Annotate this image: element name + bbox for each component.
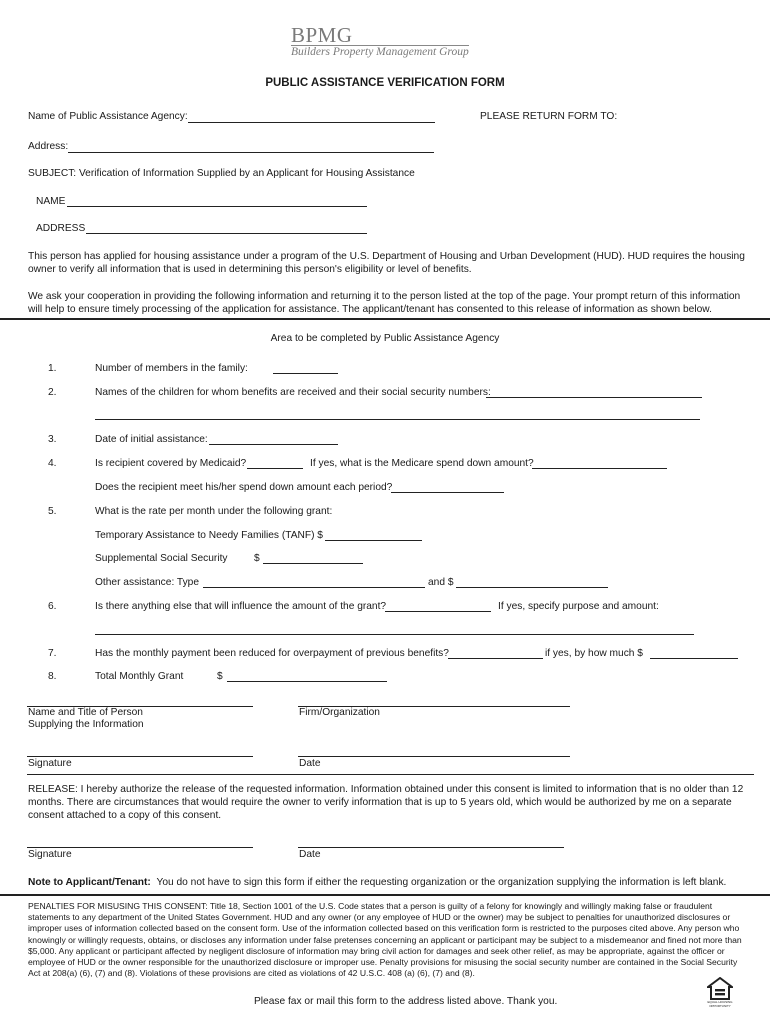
logo-name: Builders Property Management Group <box>291 46 469 58</box>
other-assistance-type-field[interactable] <box>203 587 425 588</box>
item-number: 2. <box>48 387 57 398</box>
return-label: PLEASE RETURN FORM TO: <box>480 111 618 122</box>
spenddown-amount-field[interactable] <box>532 468 667 469</box>
item-number: 6. <box>48 601 57 612</box>
q4-medicaid-label: Is recipient covered by Medicaid? <box>95 458 247 469</box>
eho-label: EQUAL HOUSING OPPORTUNITY <box>707 1000 733 1008</box>
note-label: Note to Applicant/Tenant: <box>28 877 151 888</box>
item-number: 1. <box>48 363 57 374</box>
address2-label: ADDRESS <box>36 223 86 234</box>
total-dollar: $ <box>217 671 223 682</box>
q1-label: Number of members in the family: <box>95 363 248 374</box>
applicant-signature-label: Signature <box>28 849 72 860</box>
q8-label: Total Monthly Grant <box>95 671 184 682</box>
ssi-label: Supplemental Social Security <box>95 553 228 564</box>
other-assistance-label: Other assistance: Type <box>95 577 200 588</box>
name-title-label-2: Supplying the Information <box>28 719 144 730</box>
q4-meet-label: Does the recipient meet his/her spend down amount each period? <box>95 482 393 493</box>
q6-purpose-label: If yes, specify purpose and amount: <box>498 601 659 612</box>
firm-label: Firm/Organization <box>299 707 380 718</box>
children-names-field-1[interactable] <box>486 397 702 398</box>
q4-spenddown-label: If yes, what is the Medicare spend down amount? <box>310 458 534 469</box>
date-label: Date <box>299 758 321 769</box>
ssi-amount-field[interactable] <box>263 563 363 564</box>
item-number: 8. <box>48 671 57 682</box>
penalties-divider <box>0 894 770 896</box>
children-names-field-2[interactable] <box>95 419 700 420</box>
date-field[interactable] <box>298 756 570 757</box>
q6-label: Is there anything else that will influence the amount of the grant? <box>95 601 387 612</box>
meet-spenddown-field[interactable] <box>391 492 504 493</box>
agency-address-field[interactable] <box>68 152 434 153</box>
signature-field[interactable] <box>27 756 253 757</box>
tanf-label: Temporary Assistance to Needy Families (TANF) $ <box>95 530 323 541</box>
logo-abbr: BPMG <box>291 23 353 47</box>
item-number: 3. <box>48 434 57 445</box>
note-text: You do not have to sign this form if either the requesting organization or the organization supplying the information is left blank. <box>156 877 727 888</box>
applicant-date-label: Date <box>299 849 321 860</box>
signature-label: Signature <box>28 758 72 769</box>
grant-purpose-field[interactable] <box>95 634 694 635</box>
release-paragraph: RELEASE: I hereby authorize the release of the requested information. Information obtained under this consent is limited to information that is no older than 12 months. There are circumstances that would require the owner to verify information that is up to 5 years old, which would be authorized by me on a separate consent attached to a copy of this consent. <box>28 784 744 821</box>
agency-field[interactable] <box>188 122 435 123</box>
total-grant-field[interactable] <box>227 681 387 682</box>
applicant-signature-field[interactable] <box>27 847 253 848</box>
other-assistance-amount-field[interactable] <box>456 587 608 588</box>
ssi-dollar: $ <box>254 553 260 564</box>
applicant-address-field[interactable] <box>86 233 367 234</box>
overpayment-field[interactable] <box>448 658 543 659</box>
grant-influence-field[interactable] <box>385 611 491 612</box>
page-title: PUBLIC ASSISTANCE VERIFICATION FORM <box>265 77 505 89</box>
q2-label: Names of the children for whom benefits are received and their social security numbers: <box>95 387 491 398</box>
item-number: 5. <box>48 506 57 517</box>
family-members-field[interactable] <box>273 373 338 374</box>
medicaid-field[interactable] <box>247 468 303 469</box>
applicant-note <box>28 877 726 888</box>
applicant-date-field[interactable] <box>298 847 564 848</box>
item-number: 4. <box>48 458 57 469</box>
name-label: NAME <box>36 196 66 207</box>
name-title-label-1: Name and Title of Person <box>28 707 143 718</box>
area-heading: Area to be completed by Public Assistance Agency <box>270 333 500 344</box>
penalties-paragraph: PENALTIES FOR MISUSING THIS CONSENT: Title 18, Section 1001 of the U.S. Code states that a person is guilty of a felony for knowingly and willingly making false or fraudulent statements to any department of the United States Government. HUD and any owner (or any employee of HUD or the owner) may be subject to penalties for unauthorized disclosures or improper uses of information collected based on the consent form. Use of the information collected based on this verification form is restricted to the purposes cited above. Any person who knowingly or willingly requests, obtains, or discloses any information under false pretenses concerning an applicant or participant may be subject to a misdemeanor and fined not more than $5,000. Any applicant or participant affected by negligent disclosure of information may bring civil action for damages and seek other relief, as may be appropriate, against the officer or employee of HUD or the owner responsible for the unauthorized disclosure or improper use. Penalty provisions for misusing the social security number are contained in the Social Security Act at 208(a) (6), (7) and (8). Violations of these provisions are cited as violations of 42 U.S.C. 408 (a) (6), (7) and (8). <box>28 901 742 979</box>
initial-assistance-date-field[interactable] <box>209 444 338 445</box>
section-divider <box>0 318 770 320</box>
agency-label: Name of Public Assistance Agency: <box>28 111 188 122</box>
reduction-amount-field[interactable] <box>650 658 738 659</box>
footer-note: Please fax or mail this form to the address listed above. Thank you. <box>254 996 558 1007</box>
release-divider <box>27 774 754 775</box>
item-number: 7. <box>48 648 57 659</box>
intro-paragraph-2: We ask your cooperation in providing the following information and returning it to the person listed at the top of the page. Your prompt return of this information will help to ensure timely processing of the application for assistance. The applicant/tenant has consented to this release of information as shown below. <box>28 291 741 315</box>
and-dollar-label: and $ <box>428 577 454 588</box>
q3-label: Date of initial assistance: <box>95 434 208 445</box>
intro-paragraph-1: This person has applied for housing assistance under a program of the U.S. Department of Housing and Urban Development (HUD). HUD requires the housing owner to verify all information that is used in determining this person's eligibility or level of benefits. <box>28 251 745 275</box>
applicant-name-field[interactable] <box>67 206 367 207</box>
subject-line: SUBJECT: Verification of Information Supplied by an Applicant for Housing Assistance <box>28 168 415 179</box>
q7-amount-label: if yes, by how much $ <box>545 648 643 659</box>
q7-label: Has the monthly payment been reduced for overpayment of previous benefits? <box>95 648 449 659</box>
tanf-amount-field[interactable] <box>325 540 422 541</box>
address-label: Address: <box>28 141 69 152</box>
q5-label: What is the rate per month under the following grant: <box>95 506 333 517</box>
